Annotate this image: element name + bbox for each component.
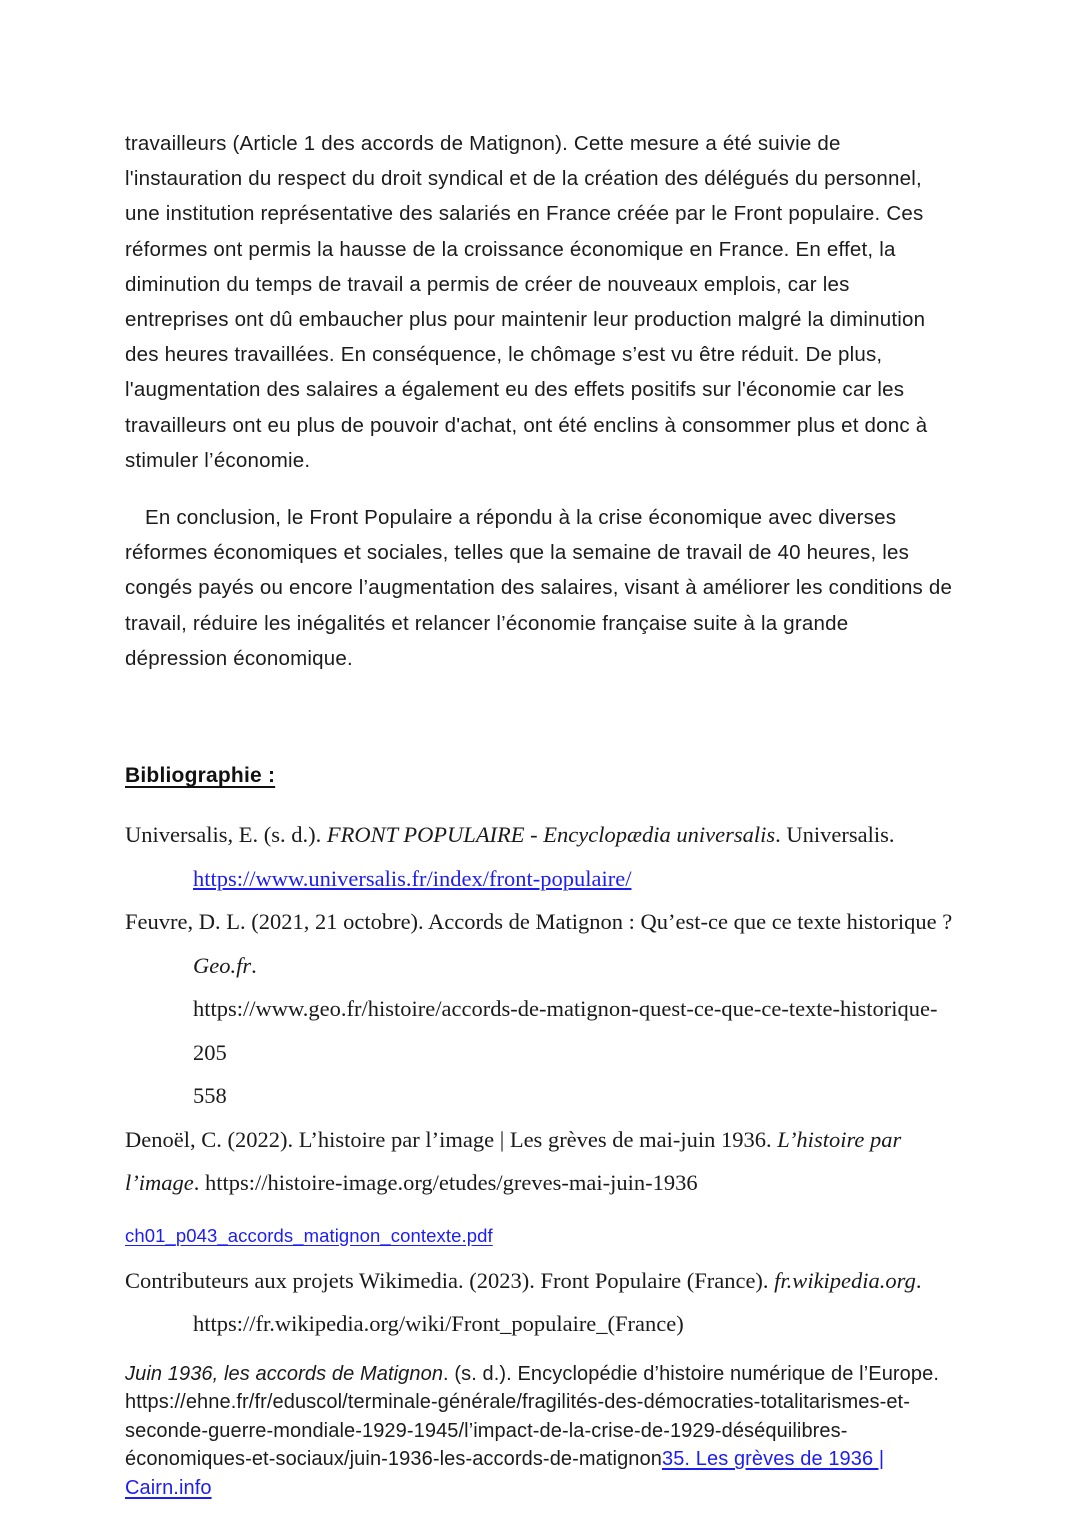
reference-denoel-line-1	[125, 1118, 953, 1162]
link-universalis[interactable]: https://www.universalis.fr/index/front-populaire/	[193, 865, 632, 891]
document-content	[125, 126, 953, 1503]
paragraph-conclusion: En conclusion, le Front Populaire a répondu à la crise économique avec diverses réformes économiques et sociales, telles que la semaine de travail de 40 heures, les congés payés ou encore l’augmentation des salaires, visant à améliorer les conditions de travail, réduire les inégalités et relancer l’économie française suite à la grande dépression économique.	[125, 506, 953, 670]
reference-ehne	[125, 1346, 953, 1503]
reference-wikimedia-url-line: https://fr.wikipedia.org/wiki/Front_populaire_(France)	[193, 1311, 684, 1337]
reference-wikimedia-source: fr.wikipedia.org	[774, 1267, 916, 1293]
reference-feuvre-url-line-1: https://www.geo.fr/histoire/accords-de-matignon-quest-ce-que-ce-texte-historique-205	[193, 996, 938, 1065]
reference-publisher: . Universalis.	[775, 822, 895, 848]
bibliography-heading: Bibliographie :	[125, 764, 276, 788]
reference-title: FRONT POPULAIRE - Encyclopædia universalis	[326, 822, 776, 848]
link-cairn-info[interactable]: 35. Les grèves de 1936 | Cairn.info	[125, 1448, 885, 1499]
reference-denoel-source-start: L’histoire par	[777, 1126, 902, 1152]
reference-author-year: Universalis, E. (s. d.).	[125, 822, 327, 848]
reference-feuvre: Feuvre, D. L. (2021, 21 octobre). Accords de Matignon : Qu’est-ce que ce texte historique ?	[125, 909, 953, 935]
reference-ehne-title: Juin 1936, les accords de Matignon	[125, 1362, 444, 1385]
reference-feuvre-source	[125, 944, 953, 988]
reference-denoel-source-end: l’image	[125, 1170, 194, 1196]
reference-universalis	[125, 813, 953, 857]
reference-denoel-line-2	[125, 1161, 953, 1205]
reference-feuvre-url-line-2: 558	[193, 1083, 227, 1109]
reference-denoel-text: Denoël, C. (2022). L’histoire par l’image | Les grèves de mai-juin 1936.	[125, 1126, 778, 1152]
pdf-attachment-line	[125, 1205, 953, 1253]
reference-ehne-body: . (s. d.). Encyclopédie d’histoire numérique de l’Europe. https://ehne.fr/fr/eduscol/terminale-générale/fragilités-des-démocraties-totalitarismes-et-seconde-guerre-mondiale-1929-1945/l’impact-de-la-crise-de-1929-déséquilibres-économiques-et-sociaux/juin-1936-les-accords-de-matignon	[125, 1362, 940, 1471]
reference-wikimedia-suffix: .	[915, 1267, 922, 1293]
reference-wikimedia	[125, 1259, 953, 1303]
reference-source-name: Geo.fr	[193, 952, 252, 978]
reference-denoel-url: . https://histoire-image.org/etudes/greves-mai-juin-1936	[193, 1170, 698, 1196]
reference-source-suffix: .	[251, 952, 257, 978]
reference-universalis-url-line	[125, 857, 953, 901]
link-pdf-attachment[interactable]: ch01_p043_accords_matignon_contexte.pdf	[125, 1224, 493, 1246]
reference-wikimedia-text: Contributeurs aux projets Wikimedia. (2023). Front Populaire (France).	[125, 1267, 775, 1293]
paragraph-body-continuation: travailleurs (Article 1 des accords de Matignon). Cette mesure a été suivie de l'instauration du respect du droit syndical et de la création des délégués du personnel, une institution représentative des salariés en France créée par le Front populaire. Ces réformes ont permis la hausse de la croissance économique en France. En effet, la diminution du temps de travail a permis de créer de nouveaux emplois, car les entreprises ont dû embaucher plus pour maintenir leur production malgré la diminution des heures travaillées. En conséquence, le chômage s’est vu être réduit. De plus, l'augmentation des salaires a également eu des effets positifs sur l'économie car les travailleurs ont eu plus de pouvoir d'achat, ont été enclins à consommer plus et donc à stimuler l’économie.	[125, 132, 928, 472]
